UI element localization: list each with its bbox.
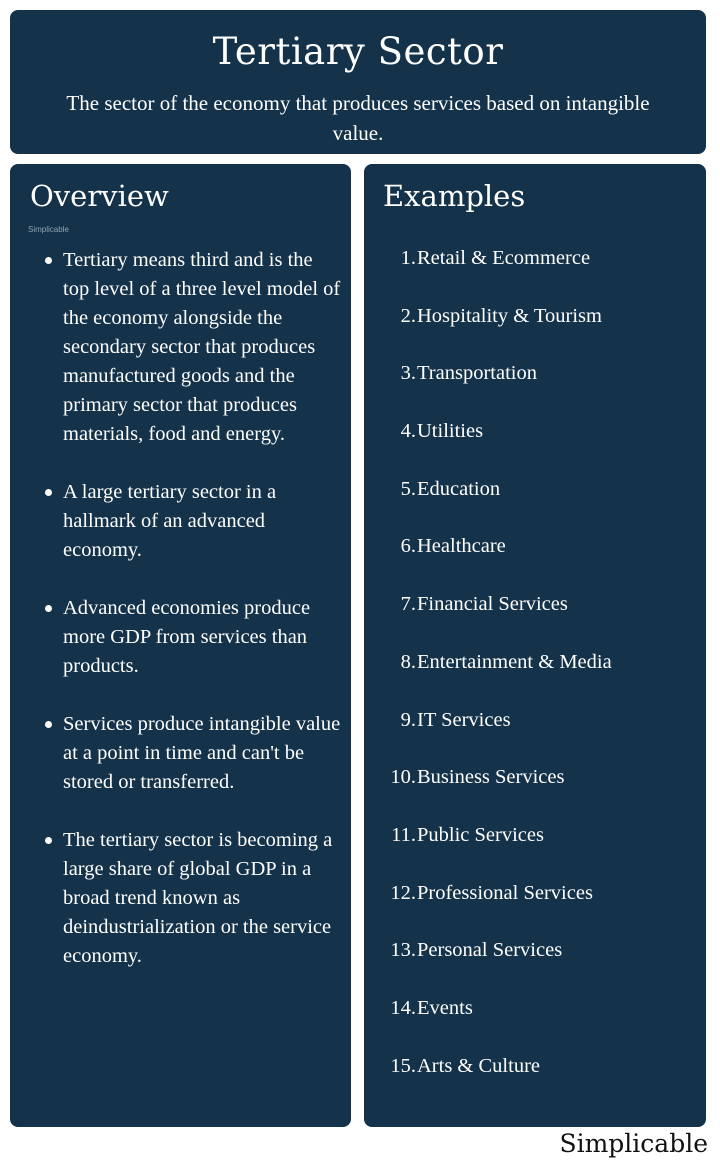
bullet-dot-icon	[45, 837, 52, 844]
list-item	[364, 994, 706, 1052]
list-item-number: 7.	[400, 593, 416, 616]
list-item-number: 8.	[400, 650, 416, 673]
bullet-dot-icon	[45, 489, 52, 496]
overview-bullet	[10, 246, 351, 449]
list-item-number: 11.	[391, 823, 416, 846]
overview-bullet	[10, 710, 351, 797]
list-item	[364, 475, 706, 533]
list-item-label: Education	[417, 477, 501, 500]
examples-title: Examples	[383, 179, 526, 213]
bullet-dot-icon	[45, 605, 52, 612]
list-item-number: 4.	[400, 420, 416, 443]
list-item	[364, 706, 706, 764]
list-item-number: 1.	[400, 247, 416, 269]
overview-title: Overview	[30, 179, 169, 213]
list-item-number: 5.	[400, 477, 416, 500]
list-item-number: 15.	[390, 1054, 416, 1077]
list-item-label: Arts & Culture	[417, 1054, 540, 1077]
brand-logo-text: Simplicable	[559, 1129, 708, 1158]
overview-bullet-text: Tertiary means third and is the top level of a three level model of the economy alongside the secondary sector that produces manufactured goods and the primary sector that produces materials, food and energy.	[63, 249, 341, 445]
list-item	[364, 879, 706, 937]
overview-panel	[10, 164, 351, 1127]
list-item-number: 13.	[390, 939, 416, 962]
overview-bullet-list	[10, 246, 351, 1000]
list-item-label: IT Services	[417, 708, 511, 731]
list-item-label: Transportation	[417, 362, 537, 385]
list-item-label: Financial Services	[417, 593, 568, 616]
examples-panel	[364, 164, 706, 1127]
header-panel	[10, 10, 706, 154]
list-item-number: 9.	[400, 708, 416, 731]
list-item	[364, 821, 706, 879]
watermark-text: Simplicable	[28, 225, 69, 234]
list-item-number: 2.	[400, 304, 416, 327]
list-item-label: Utilities	[417, 420, 484, 443]
list-item	[364, 1052, 706, 1110]
list-item-number: 6.	[400, 535, 416, 558]
page-title: Tertiary Sector	[212, 30, 504, 73]
overview-bullet-text: The tertiary sector is becoming a large share of global GDP in a broad trend known as deindustrialization or the service economy.	[63, 829, 333, 967]
list-item	[364, 936, 706, 994]
list-item-label: Professional Services	[417, 881, 593, 904]
overview-bullet	[10, 594, 351, 681]
page-subtitle: The sector of the economy that produces services based on intangible value.	[66, 91, 650, 145]
list-item-label: Retail & Ecommerce	[417, 247, 591, 269]
list-item-label: Business Services	[417, 766, 565, 789]
list-item	[364, 763, 706, 821]
list-item	[364, 417, 706, 475]
bullet-dot-icon	[45, 721, 52, 728]
list-item-label: Hospitality & Tourism	[417, 304, 602, 327]
list-item-number: 14.	[390, 996, 416, 1019]
overview-bullet	[10, 478, 351, 565]
overview-bullet-text: A large tertiary sector in a hallmark of an advanced economy.	[63, 481, 277, 561]
list-item	[364, 532, 706, 590]
bullet-dot-icon	[45, 257, 52, 264]
list-item	[364, 359, 706, 417]
examples-list	[364, 244, 706, 1109]
list-item-number: 12.	[390, 881, 416, 904]
list-item	[364, 648, 706, 706]
list-item	[364, 590, 706, 648]
list-item	[364, 302, 706, 360]
list-item-number: 10.	[390, 766, 416, 789]
overview-bullet	[10, 826, 351, 971]
overview-bullet-text: Advanced economies produce more GDP from services than products.	[63, 597, 311, 677]
list-item	[364, 244, 706, 302]
list-item-label: Events	[417, 996, 473, 1019]
list-item-label: Public Services	[417, 823, 544, 846]
overview-bullet-text: Services produce intangible value at a point in time and can't be stored or transferred.	[63, 713, 341, 793]
list-item-label: Healthcare	[417, 535, 506, 558]
list-item-number: 3.	[400, 362, 416, 385]
list-item-label: Entertainment & Media	[417, 650, 612, 673]
list-item-label: Personal Services	[417, 939, 563, 962]
